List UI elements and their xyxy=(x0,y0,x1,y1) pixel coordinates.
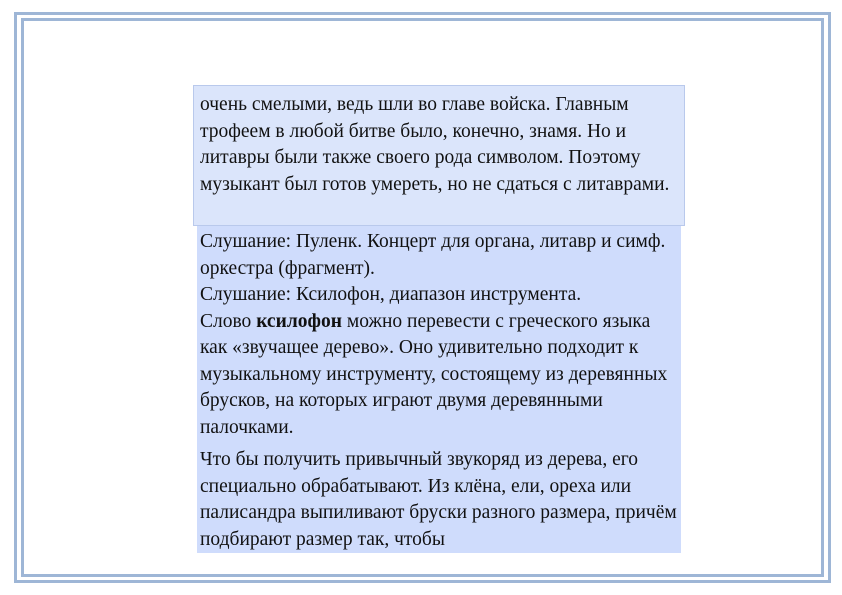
xylophone-intro: Слово xyxy=(200,310,257,332)
xylophone-term: ксилофон xyxy=(256,310,342,332)
sound-scale-paragraph: Что бы получить привычный звукоряд из дерева, его специально обрабатывают. Из клёна, ели, ореха или палисандра выпиливают бруски разного размера, причём подбирают размер так, чтобы xyxy=(200,449,677,550)
main-text-box xyxy=(197,226,681,553)
listening-poulenc: Слушание: Пуленк. Концерт для органа, литавр и симф. оркестра (фрагмент). xyxy=(200,231,666,279)
top-text-box xyxy=(193,85,685,226)
listening-xylophone: Слушание: Ксилофон, диапазон инструмента. xyxy=(200,284,582,305)
xylophone-description: можно перевести с греческого языка как «звучащее дерево». Оно удивительно подходит к музыкальному инструменту, состоящему из деревянных брусков, на которых играют двумя деревянными палочками. xyxy=(200,310,668,438)
top-paragraph: очень смелыми, ведь шли во главе войска. Главным трофеем в любой битве было, конечно, знамя. Но и литавры были также своего рода символом. Поэтому музыкант был готов умереть, но не сдаться с литаврами. xyxy=(200,94,670,195)
xylophone-paragraph xyxy=(200,309,678,442)
